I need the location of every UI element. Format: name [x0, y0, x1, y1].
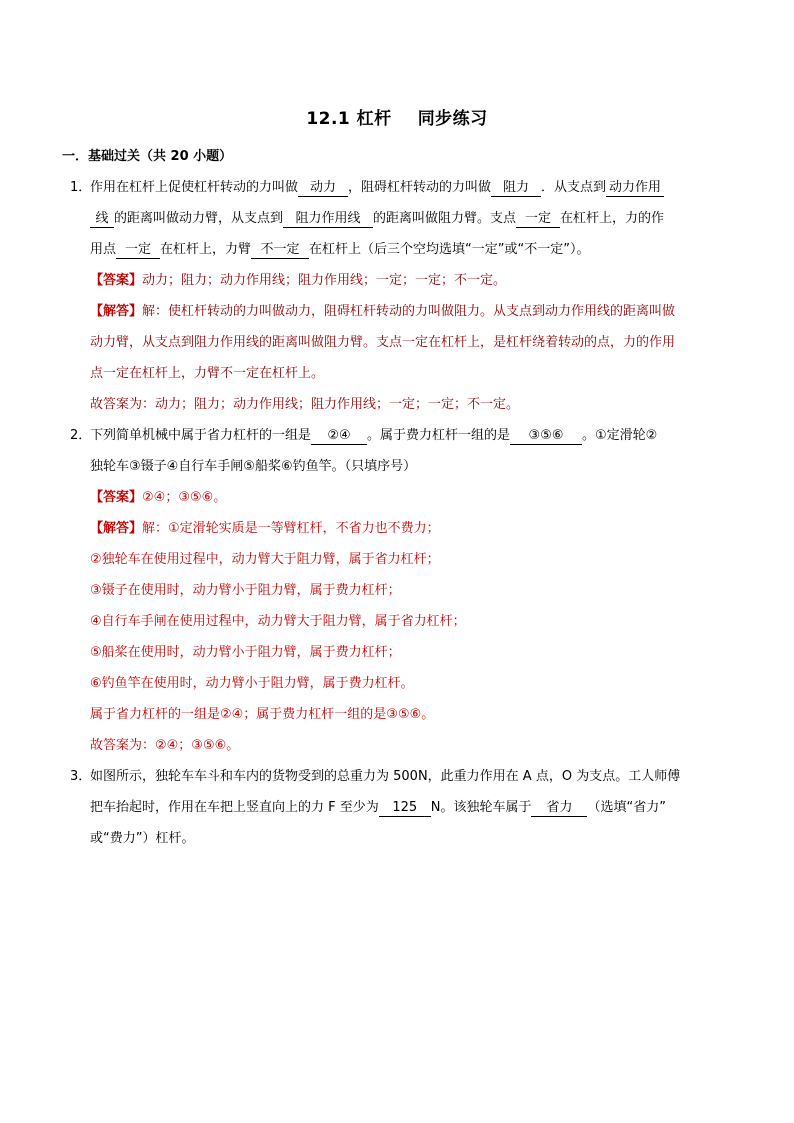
title-main: 12.1 杠杆 — [306, 109, 392, 129]
question-text: 下列简单机械中属于省力杠杆的一组是 ②④ 。属于费力杠杆一组的是 ③⑤⑥ 。①定滑轮② 独轮车③镊子④自行车手闸⑤船桨⑥钓鱼竿。（只填序号） — [90, 428, 658, 474]
answer-blank: 阻力 — [491, 179, 541, 197]
question-3 — [70, 761, 736, 854]
question-2: 2． 下列简单机械中属于省力杠杆的一组是 ②④ 。属于费力杠杆一组的是 ③⑤⑥ 。①定滑轮② 独轮车③镊子④自行车手闸⑤船桨⑥钓鱼竿。（只填序号） 【答案】②④；③⑤⑥。 【解答】解：①定滑轮实质是一等臂杠杆，不省力也不费力； ②独轮车在使用过程中，动力臂大于阻力臂，属于省力杠杆； ③镊子在使用时，动力臂小于阻力臂，属于费力杠杆； ④自行车手闸在使用过程中，动力臂大于阻力臂，属于省力杠杆； ⑤船桨在使用时，动力臂小于阻力臂，属于费力杠杆； ⑥钓鱼竿在使用时，动力臂小于阻力臂，属于费力杠杆。 属于省力杠杆的一组是②④；属于费力杠杆一组的是③⑤⑥。 故答案为：②④；③⑤⑥。 — [70, 420, 736, 761]
answer-blank: 动力作用 — [606, 179, 664, 197]
answer-blank: 动力 — [298, 179, 348, 197]
page-title — [0, 104, 794, 129]
title-sub: 同步练习 — [417, 109, 488, 129]
question-text: 如图所示，独轮车车斗和车内的货物受到的总重力为 500N，此重力作用在 A 点，O 为支点。工人师傅 把车抬起时，作用在车把上竖直向上的力 F 至少为 125 N。该独轮车属于 省力 （选填“省力” 或“费力”）杠杆。 — [90, 769, 681, 846]
answer-blank: ③⑤⑥ — [510, 427, 582, 445]
answer-blank: 省力 — [531, 799, 587, 817]
explanation: 【解答】解：使杠杆转动的力叫做动力，阻碍杠杆转动的力叫做阻力。从支点到动力作用线的距离叫做 — [90, 304, 676, 319]
section-heading: 一．基础过关（共 20 小题） — [62, 149, 233, 164]
question-number: 3． — [70, 769, 92, 784]
answer-blank: 一定 — [516, 210, 560, 228]
answer-blank: 线 — [90, 210, 114, 228]
question-1: 1． 作用在杠杆上促使杠杆转动的力叫做 动力 ，阻碍杠杆转动的力叫做 阻力 ．从支点到 动力作用 线 的距离叫做动力臂，从支点到 阻力作用线 的距离叫做阻力臂。支点 一定 在杠杆上，力的作 用点 一定 在杠杆上，力臂 不一定 在杠杆上（后三个空均选填“一定”或“不一定”）。 【答案】动力；阻力；动力作用线；阻力作用线；一定；一定；不一定。 【解答】解：使杠杆转动的力叫做动力，阻碍杠杆转动的力叫做阻力。从支点到动力作用线的距离叫做 动力臂，从支点到阻力作用线的距离叫做阻力臂。支点一定在杠杆上，是杠杆绕着转动的点，力的作用 点一定在杠杆上，力臂不一定在杠杆上。 故答案为：动力；阻力；动力作用线；阻力作用线；一定；一定；不一定。 — [70, 172, 736, 420]
question-number: 2． — [70, 428, 92, 443]
explanation: 【解答】解：①定滑轮实质是一等臂杠杆，不省力也不费力； — [90, 521, 440, 536]
answer-blank: 一定 — [116, 241, 160, 259]
answer-line: 【答案】②④；③⑤⑥。 — [90, 490, 227, 505]
answer-blank: 不一定 — [251, 241, 309, 259]
question-text: 作用在杠杆上促使杠杆转动的力叫做 动力 ，阻碍杠杆转动的力叫做 阻力 ．从支点到 动力作用 线 的距离叫做动力臂，从支点到 阻力作用线 的距离叫做阻力臂。支点 一定 在杠杆上，力的作 用点 一定 在杠杆上，力臂 不一定 在杠杆上（后三个空均选填“一定”或“不一定”）。 — [90, 180, 665, 257]
answer-line: 【答案】动力；阻力；动力作用线；阻力作用线；一定；一定；不一定。 — [90, 273, 507, 288]
final-answer: 故答案为：②④；③⑤⑥。 — [90, 738, 240, 753]
question-list — [70, 172, 736, 854]
answer-blank: 125 — [379, 799, 431, 817]
final-answer: 故答案为：动力；阻力；动力作用线；阻力作用线；一定；一定；不一定。 — [90, 397, 520, 412]
answer-blank: ②④ — [311, 427, 367, 445]
answer-blank: 阻力作用线 — [283, 210, 373, 228]
question-number: 1． — [70, 180, 92, 195]
